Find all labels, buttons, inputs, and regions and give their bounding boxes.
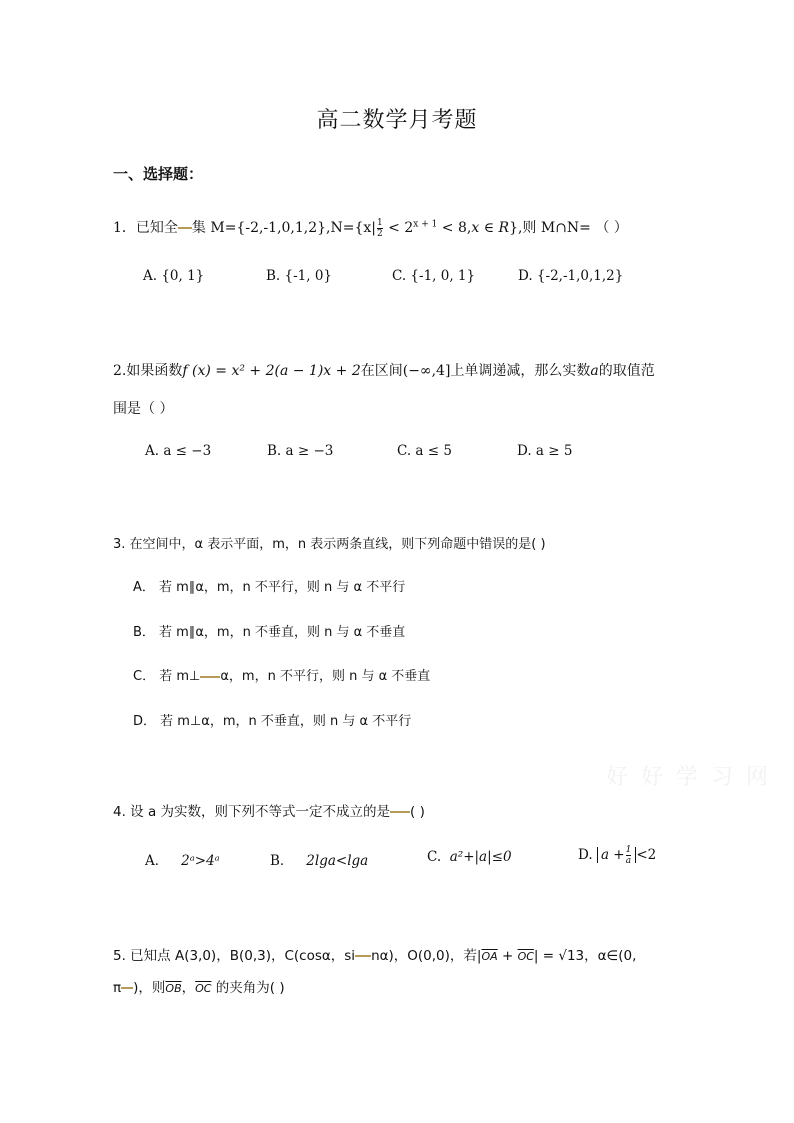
q5-stem-part: 的夹角为( ) — [211, 980, 285, 996]
q4-option-b[interactable] — [270, 849, 368, 869]
q1-fraction-denominator: 2 — [377, 228, 383, 239]
q1-fraction-numerator: 1 — [377, 217, 383, 228]
q4-option-c[interactable] — [427, 849, 512, 865]
vector-oc: $\overline{OC}$ — [195, 982, 212, 995]
q4-option-d-fraction — [626, 845, 632, 866]
page-title: 高二数学月考题 — [316, 108, 478, 133]
q4-option-d-expr: a + — [600, 847, 625, 863]
vector-oa: $\overline{OA}$ — [481, 950, 498, 963]
q4-stem-part: ( ) — [410, 804, 425, 820]
q1-stem-part: 1．已知全 — [113, 220, 178, 236]
q2-option-b[interactable]: B. a ≥ −3 — [267, 443, 334, 459]
fraction-denominator: a — [625, 856, 632, 866]
q2-stem-part: 上单调递减，那么实数 — [450, 363, 591, 379]
q4-option-d-abs — [597, 845, 636, 866]
question-3-stem: 3. 在空间中，α 表示平面，m，n 表示两条直线，则下列命题中错误的是( ) — [113, 537, 546, 552]
q5-plus: + — [497, 948, 518, 964]
q3-option-c[interactable] — [133, 665, 430, 684]
q2-variable: a — [590, 363, 599, 379]
underline-mark — [390, 811, 410, 813]
q5-stem-part: | = √13，α∈(0, — [533, 948, 637, 964]
q4-option-label: C. — [427, 849, 442, 865]
vector-ob: $\overline{OB}$ — [165, 982, 182, 995]
q1-stem-part: < 8, — [437, 220, 472, 236]
q2-option-d[interactable]: D. a ≥ 5 — [517, 443, 573, 459]
q2-option-c[interactable]: C. a ≤ 5 — [397, 443, 452, 459]
q2-stem-part: 2.如果函数 — [113, 363, 183, 379]
q4-option-label: D. — [578, 847, 593, 863]
q4-option-label: B． — [270, 853, 294, 869]
underline-mark — [355, 955, 371, 957]
q2-interval: (−∞,4] — [402, 363, 451, 379]
q4-option-d-tail: <2 — [636, 847, 657, 863]
question-5-line-2 — [113, 976, 285, 996]
q4-option-a-expr: 2ᵃ>4ᵃ — [181, 853, 220, 869]
q2-stem-part: 在区间 — [360, 363, 403, 379]
watermark: 好 好 学 习 网 — [606, 765, 771, 790]
q1-stem-part: 集 M={-2,-1,0,1,2},N={x| — [191, 220, 376, 236]
question-5-line-1 — [113, 944, 636, 964]
q4-option-d[interactable] — [578, 845, 656, 866]
q4-option-a[interactable] — [145, 849, 220, 869]
q1-stem-part: },则 M∩N= （ ） — [509, 220, 628, 236]
q3-option-c-head: C． 若 m⊥ — [133, 669, 201, 684]
q1-option-c[interactable]: C. {-1, 0, 1} — [392, 268, 476, 284]
q2-option-a[interactable]: A. a ≤ −3 — [145, 443, 212, 459]
q1-option-a[interactable]: A. {0, 1} — [143, 268, 205, 284]
q1-stem-part: x ∈ R — [471, 220, 510, 236]
q5-stem-part: ， — [181, 980, 196, 996]
underline-mark — [178, 227, 192, 229]
vector-oc: $\overline{OC}$ — [517, 950, 534, 963]
q3-option-b[interactable]: B． 若 m∥α，m，n 不垂直，则 n 与 α 不垂直 — [133, 625, 406, 640]
q1-exponent: x + 1 — [413, 219, 438, 230]
section-heading: 一、选择题： — [113, 165, 204, 183]
q2-stem-part: 的取值范 — [598, 363, 655, 379]
question-4-stem — [113, 800, 425, 820]
q3-option-c-tail: α，m，n 不平行，则 n 与 α 不垂直 — [220, 669, 431, 684]
underline-mark — [200, 676, 220, 678]
fraction-numerator: 1 — [625, 845, 632, 855]
q1-option-b[interactable]: B. {-1, 0} — [266, 268, 333, 284]
q4-stem-part: 4. 设 a 为实数，则下列不等式一定不成立的是 — [113, 804, 391, 820]
q2-function: f (x) = x² + 2(a − 1)x + 2 — [182, 363, 361, 379]
q5-stem-part: )，则 — [133, 980, 166, 996]
underline-mark — [121, 987, 133, 989]
q3-option-d[interactable]: D． 若 m⊥α，m，n 不垂直，则 n 与 α 不平行 — [133, 714, 412, 729]
question-2-line-1 — [113, 360, 655, 380]
q5-stem-part: π — [113, 980, 122, 996]
question-1-stem — [113, 217, 628, 239]
q5-stem-part: 5. 已知点 A(3,0)，B(0,3)，C(cosα，si — [113, 948, 356, 964]
q4-option-b-expr: 2lga<lga — [306, 853, 369, 869]
q1-fraction — [377, 218, 383, 239]
q5-stem-part: nα)，O(0,0)，若| — [371, 948, 482, 964]
question-2-line-2: 围是（ ） — [113, 401, 174, 417]
q3-option-a[interactable]: A． 若 m∥α，m，n 不平行，则 n 与 α 不平行 — [133, 580, 406, 595]
q4-option-label: A． — [145, 853, 169, 869]
q4-option-c-expr: a²+|a|≤0 — [449, 849, 512, 865]
q1-stem-part: < 2 — [383, 220, 414, 236]
q1-option-d[interactable]: D. {-2,-1,0,1,2} — [518, 268, 624, 284]
